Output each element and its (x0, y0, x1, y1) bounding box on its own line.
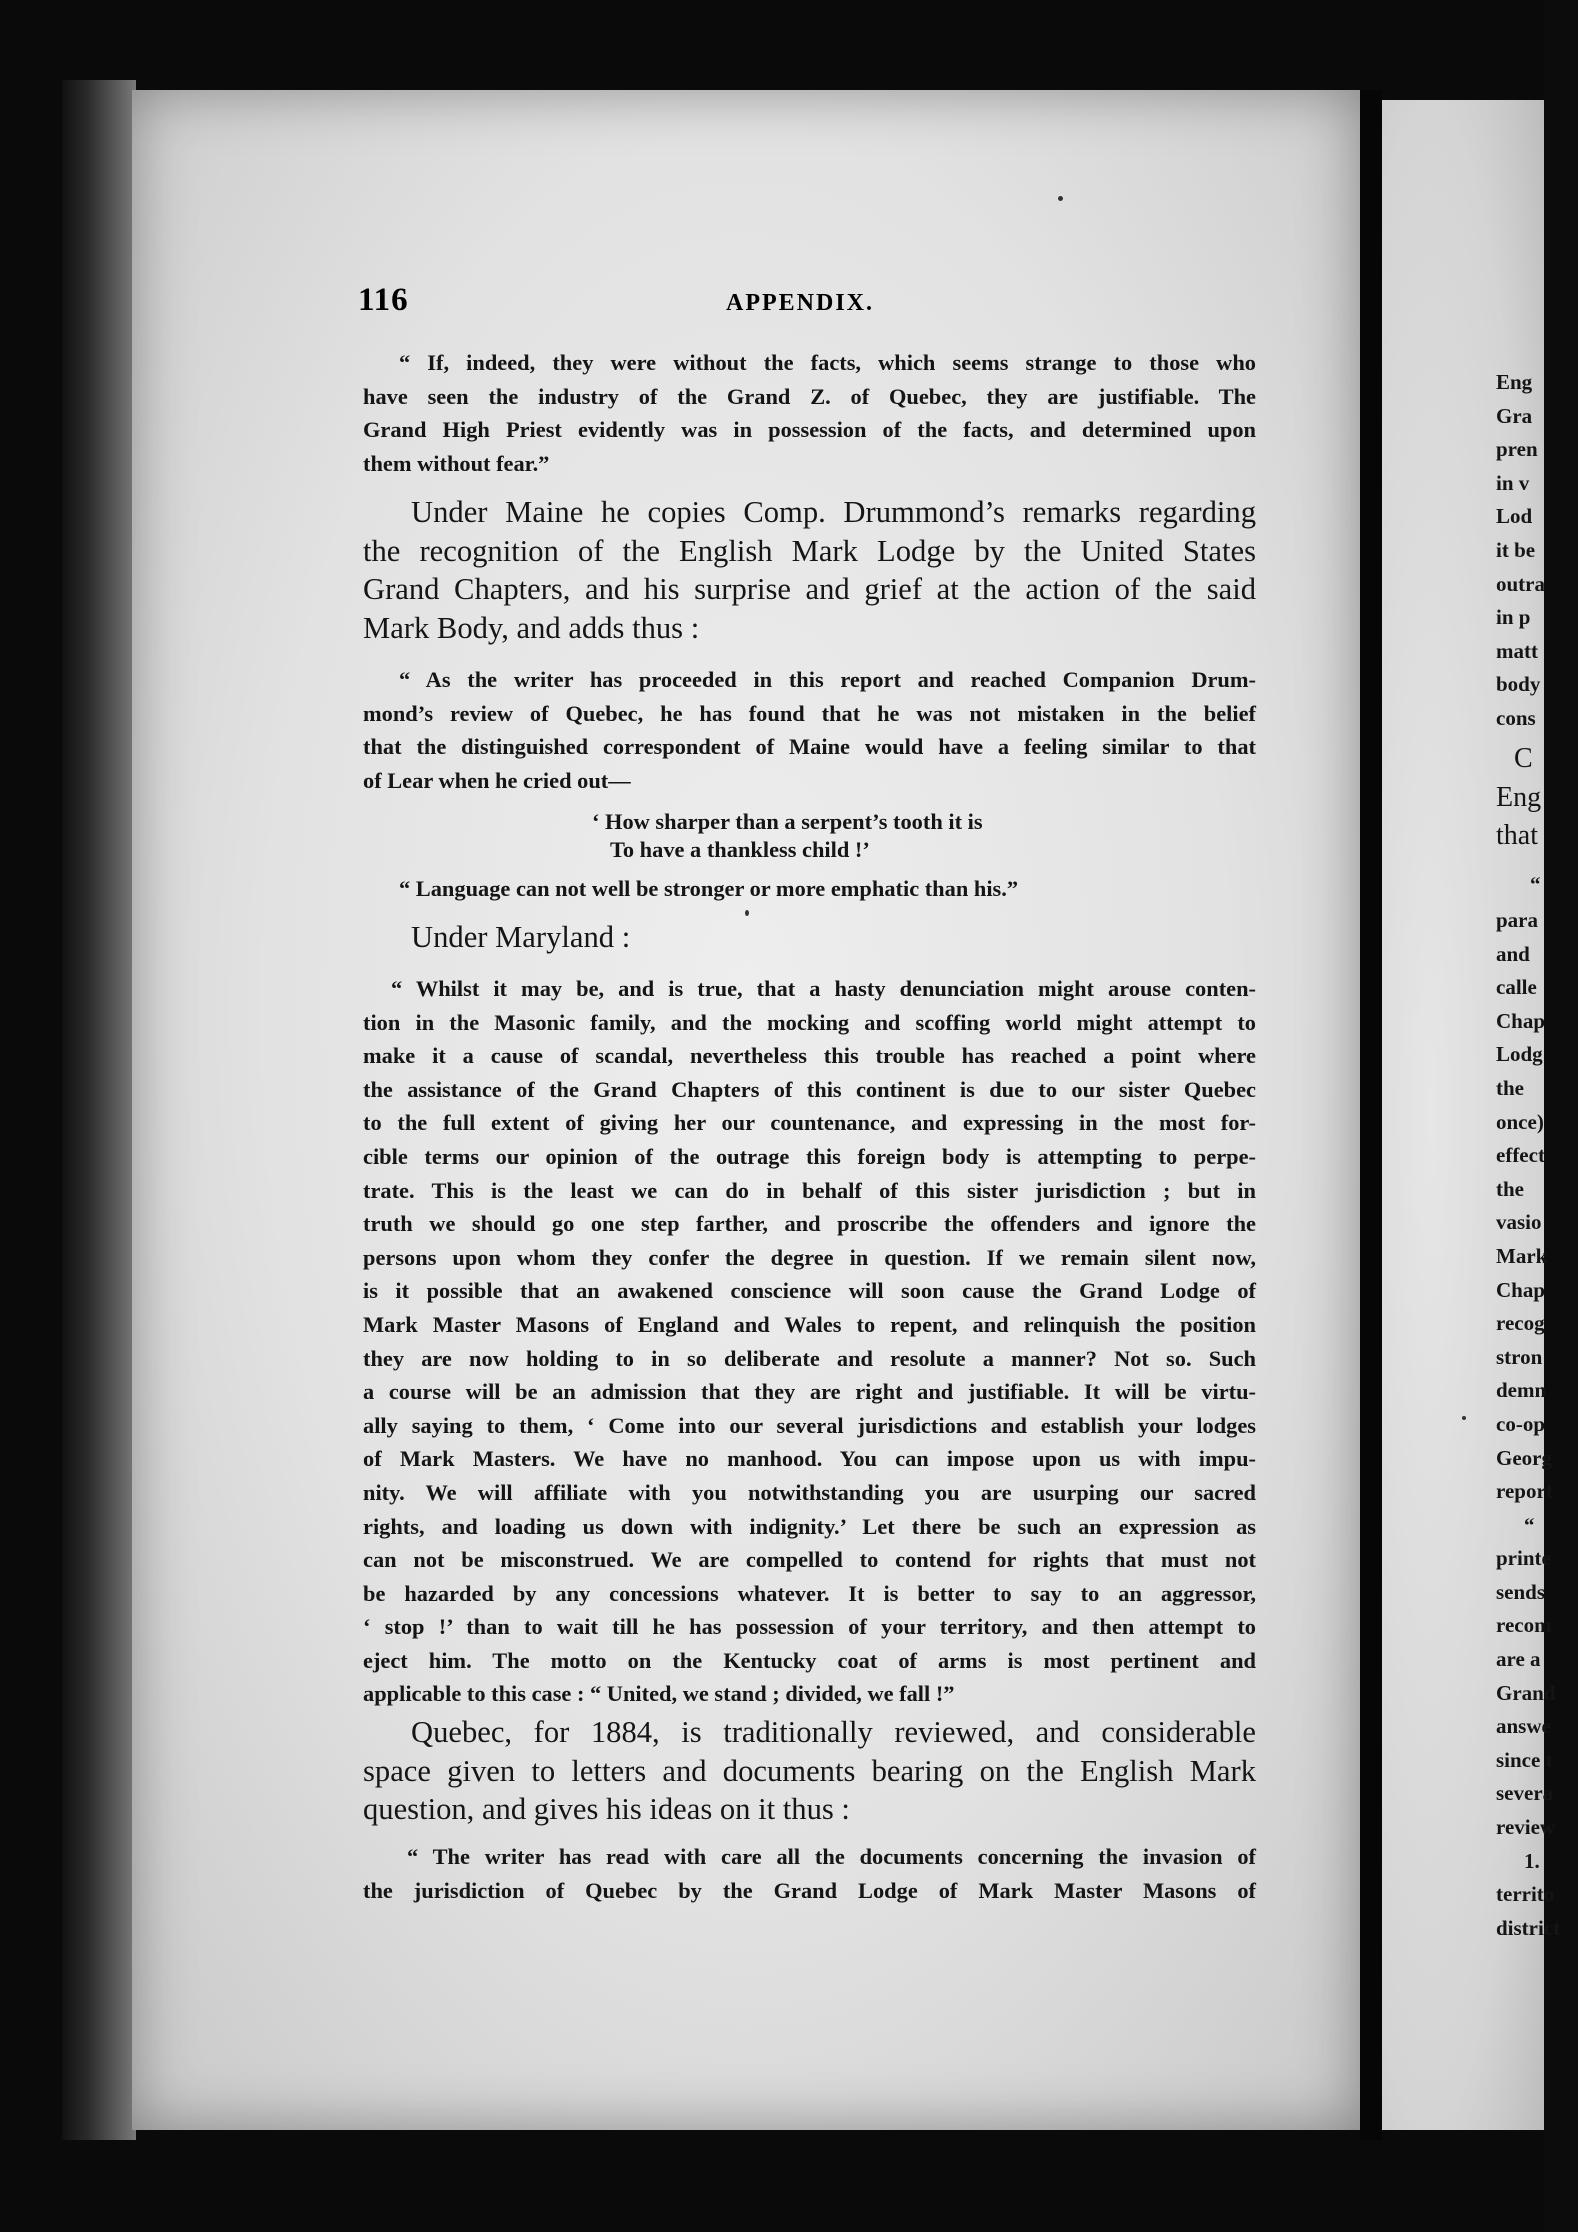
fragment: printe (1496, 1546, 1551, 1571)
text-line: they are now holding to in so deliberate and resolute a manner? Not so. Such (363, 1345, 1256, 1371)
text-line: trate. This is the least we can do in behalf of this sister jurisdiction ; but in (363, 1177, 1256, 1203)
verse-line: ‘ How sharper than a serpent’s tooth it is (592, 809, 983, 834)
text-line: be hazarded by any concessions whatever. It is better to say to an aggressor, (363, 1580, 1256, 1606)
fragment: Lodg (1496, 1042, 1543, 1067)
text-line: Grand Chapters, and his surprise and grief at the action of the said (363, 572, 1256, 606)
fragment: “ (1530, 872, 1541, 896)
fragment: that (1496, 820, 1538, 851)
text-line: is it possible that an awakened conscience will soon cause the Grand Lodge of (363, 1278, 1256, 1304)
fragment: it be (1496, 537, 1536, 562)
fragment: recom (1496, 1613, 1552, 1638)
fragment: report (1496, 1479, 1553, 1504)
text-line: truth we should go one step farther, and proscribe the offenders and ignore the (363, 1211, 1256, 1237)
fragment: para (1496, 908, 1538, 932)
text-line: the jurisdiction of Quebec by the Grand Lodge of Mark Master Masons of (363, 1877, 1256, 1903)
fragment: outra (1496, 571, 1545, 596)
fragment: severa (1496, 1781, 1554, 1806)
text-line: mond’s review of Quebec, he has found that he was not mistaken in the belief (363, 700, 1256, 726)
facing-page-text-mid (1496, 740, 1544, 856)
heading-maryland (411, 918, 811, 957)
fragment: cons (1496, 705, 1536, 730)
text-line: Under Maine he copies Comp. Drummond’s remarks regarding (411, 495, 1256, 529)
text-line: to the full extent of giving her our countenance, and expressing in the most for- (363, 1110, 1256, 1136)
fragment: stron (1496, 1344, 1543, 1369)
fragment: district (1496, 1915, 1561, 1940)
fragment: Mark (1496, 1243, 1548, 1268)
text-line: “ As the writer has proceeded in this report and reached Companion Drum- (399, 667, 1256, 692)
fragment: answe (1496, 1714, 1551, 1739)
fragment: Chap (1496, 1277, 1546, 1302)
quote-block-2 (363, 663, 1256, 797)
facing-page-text-lower (1496, 904, 1561, 1945)
text-line: rights, and loading us down with indignity.’ Let there be such an expression as (363, 1513, 1256, 1539)
text-line: the recognition of the English Mark Lodge by the United States (363, 533, 1256, 568)
fragment: once) (1496, 1109, 1544, 1134)
text-line: ally saying to them, ‘ Come into our several jurisdictions and establish your lodges (363, 1412, 1256, 1438)
page-header (358, 282, 1258, 326)
fragment: calle (1496, 975, 1537, 1000)
fragment: Gra (1496, 403, 1533, 428)
fragment: the (1496, 1176, 1524, 1201)
fragment: co-op (1496, 1411, 1545, 1436)
text-line: eject him. The motto on the Kentucky coat of arms is most pertinent and (363, 1647, 1256, 1673)
page-number: 116 (358, 282, 409, 318)
fragment: Lod (1496, 504, 1533, 529)
fragment: in v (1496, 470, 1530, 495)
fragment: Chap (1496, 1008, 1546, 1033)
text-line: Mark Master Masons of England and Wales to repent, and relinquish the position (363, 1311, 1256, 1337)
text-line: “ Language can not well be stronger or more emphatic than his.” (399, 876, 1019, 901)
fragment: “ (1524, 1512, 1535, 1537)
fragment: demn (1496, 1378, 1547, 1403)
text-line: them without fear.” (363, 450, 550, 476)
text-line: Mark Body, and adds thus : (363, 610, 700, 645)
quote-block-3 (399, 872, 1256, 906)
text-line: tion in the Masonic family, and the mocking and scoffing world might attempt to (363, 1009, 1256, 1035)
book-fore-edge (62, 80, 136, 2140)
fragment: pren (1496, 437, 1538, 462)
text-line: space given to letters and documents bearing on the English Mark (363, 1753, 1256, 1788)
text-line: nity. We will affiliate with you notwithstanding you are usurping our sacred (363, 1479, 1256, 1505)
text-line: “ Whilst it may be, and is true, that a hasty denunciation might arouse conten- (391, 976, 1256, 1001)
fragment: sends (1496, 1579, 1546, 1604)
facing-page-quote-mark (1530, 868, 1578, 902)
verse-quotation (592, 808, 983, 864)
quote-block-5 (363, 1840, 1256, 1907)
verse-line: To have a thankless child !’ (610, 837, 870, 862)
fragment: C (1514, 743, 1533, 774)
paragraph-maine (363, 493, 1256, 647)
fragment: and (1496, 941, 1530, 966)
fragment: territo (1496, 1882, 1555, 1907)
fragment: effect (1496, 1143, 1545, 1168)
quote-block-1 (363, 346, 1256, 480)
text-line: applicable to this case : “ United, we stand ; divided, we fall !” (363, 1681, 955, 1707)
text-line: persons upon whom they confer the degree in question. If we remain silent now, (363, 1244, 1256, 1270)
facing-page-text-top (1496, 366, 1544, 736)
fragment: vasio (1496, 1210, 1542, 1235)
quote-block-4 (363, 972, 1256, 1711)
text-line: of Lear when he cried out— (363, 767, 631, 793)
text-line: of Mark Masters. We have no manhood. You can impose upon us with impu- (363, 1446, 1256, 1472)
fragment: Grand (1496, 1680, 1556, 1705)
text-line: make it a cause of scandal, nevertheless this trouble has reached a point where (363, 1043, 1256, 1069)
scan-speck (1462, 1416, 1466, 1420)
text-line: Quebec, for 1884, is traditionally reviewed, and considerable (411, 1715, 1256, 1749)
paragraph-quebec (363, 1713, 1256, 1829)
fragment: Eng (1496, 781, 1542, 813)
text-line: have seen the industry of the Grand Z. of Quebec, they are justifiable. The (363, 383, 1256, 409)
text-line: Under Maryland : (411, 920, 631, 954)
text-line: that the distinguished correspondent of Maine would have a feeling similar to that (363, 734, 1256, 760)
fragment: recog (1496, 1311, 1545, 1336)
fragment: Georg (1496, 1445, 1552, 1470)
fragment: matt (1496, 638, 1538, 663)
text-line: a course will be an admission that they are right and justifiable. It will be virtu- (363, 1379, 1256, 1405)
fragment: review (1496, 1815, 1556, 1840)
scan-speck (1058, 196, 1063, 201)
fragment: the (1496, 1075, 1524, 1100)
fragment: 1. (1524, 1848, 1540, 1873)
text-line: cible terms our opinion of the outrage this foreign body is attempting to perpe- (363, 1143, 1256, 1169)
text-line: Grand High Priest evidently was in possession of the facts, and determined upon (363, 417, 1256, 443)
fragment: since t (1496, 1747, 1553, 1772)
fragment: in p (1496, 605, 1531, 630)
text-line: “ The writer has read with care all the documents concerning the invasion of (407, 1844, 1256, 1869)
text-line: ‘ stop !’ than to wait till he has possession of your territory, and then attempt to (363, 1614, 1256, 1640)
text-line: “ If, indeed, they were without the facts, which seems strange to those who (399, 350, 1256, 375)
fragment: are a (1496, 1647, 1541, 1672)
text-line: the assistance of the Grand Chapters of this continent is due to our sister Quebec (363, 1076, 1256, 1102)
fragment: Eng (1496, 370, 1533, 394)
running-head: APPENDIX. (726, 290, 874, 316)
text-line: question, and gives his ideas on it thus : (363, 1792, 850, 1826)
text-line: can not be misconstrued. We are compelled to contend for rights that must not (363, 1547, 1256, 1573)
scan-speck (745, 910, 749, 916)
book-gutter (1360, 90, 1382, 2140)
fragment: body (1496, 672, 1541, 697)
